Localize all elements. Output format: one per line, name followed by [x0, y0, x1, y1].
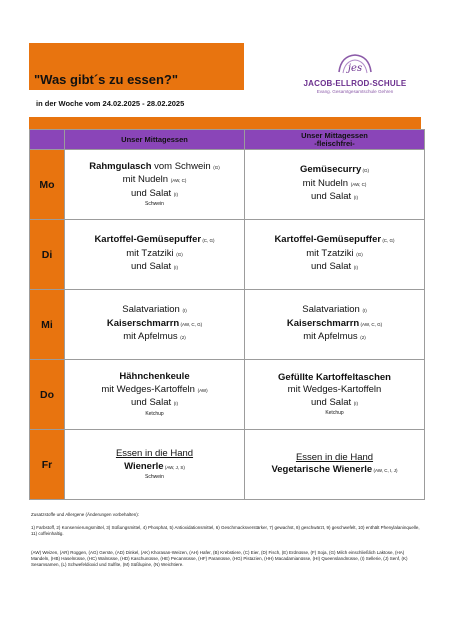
- menu-row-do: [30, 360, 425, 430]
- allergen-tag: (G): [176, 251, 183, 257]
- column-header-regular: Unser Mittagessen: [65, 130, 245, 150]
- dish-note: Ketchup: [325, 410, 344, 417]
- side-dish: und Salat: [130, 187, 174, 199]
- allergen-tag: (I): [353, 195, 359, 201]
- dish-category: Essen in die Hand: [115, 448, 194, 459]
- allergen-tag: (G): [361, 168, 369, 174]
- side-dish: und Salat: [130, 397, 174, 409]
- allergen-tag: (AW, C, G): [179, 321, 203, 327]
- school-logo: [290, 52, 420, 100]
- day-label-mo: Mo: [30, 150, 65, 220]
- footer-additives: 1) Farbstoff, 2) Konservierungsmittel, 3) Süßungsmittel, 4) Phosphat, 5) Antioxidationsmittel, 6) Geschmacksverstärker, 7) gewachst, 8) geschwärzt, 9) geschwefelt, 10) enthält Phenylalaninquelle, 11) coffeinhaltig.: [31, 525, 420, 537]
- side-dish: und Salat: [310, 396, 354, 408]
- dish-name: Wienerle: [124, 460, 164, 472]
- menu-cell-mo-vegetarian: [245, 150, 425, 220]
- logo-mark: jes: [347, 63, 363, 74]
- menu-row-mo: [30, 150, 425, 220]
- dish-name: Gemüsecurry: [299, 164, 362, 176]
- side-dish: und Salat: [310, 191, 354, 203]
- allergen-tag: (G): [213, 164, 220, 170]
- side-dish: mit Nudeln: [302, 177, 351, 189]
- dish-note: Schwein: [145, 201, 164, 208]
- allergen-tag: (2): [360, 335, 366, 341]
- menu-cell-mo-regular: [65, 150, 245, 220]
- allergen-tag: (C, G): [381, 238, 395, 244]
- dish-name: Gefüllte Kartoffeltaschen: [278, 371, 391, 383]
- menu-row-mi: [30, 290, 425, 360]
- allergen-tag: (I): [353, 400, 359, 406]
- footer-heading: Zusatzstoffe und Allergene (Änderungen vorbehalten):: [31, 512, 139, 517]
- orange-divider-bar: [29, 117, 421, 129]
- day-label-di: Di: [30, 220, 65, 290]
- week-range: in der Woche vom 24.02.2025 - 28.02.2025: [36, 99, 185, 108]
- side-dish: und Salat: [130, 261, 174, 273]
- starter: Salatvariation: [122, 304, 183, 316]
- allergen-tag: (G): [356, 251, 363, 257]
- menu-cell-do-regular: [65, 360, 245, 430]
- allergen-tag: (AW, C): [350, 181, 367, 187]
- dish-name: Kaiserschmarrn: [106, 317, 180, 329]
- dish-name: Kartoffel-Gemüsepuffer: [274, 234, 382, 246]
- logo-subtitle: Evang. Gesamtgesamtschule Gehren: [316, 89, 394, 94]
- allergen-tag: (I): [173, 191, 179, 197]
- dish-name: Kartoffel-Gemüsepuffer: [94, 234, 202, 246]
- menu-cell-do-vegetarian: [245, 360, 425, 430]
- day-label-mi: Mi: [30, 290, 65, 360]
- page-title: "Was gibt´s zu essen?": [34, 72, 179, 87]
- side-dish: mit Apfelmus: [123, 331, 181, 343]
- side-dish: und Salat: [310, 261, 354, 273]
- allergen-tag: (AW, J, S): [163, 464, 185, 470]
- dish-note: Schwein: [145, 474, 164, 480]
- allergen-tag: (AW, C): [170, 178, 187, 184]
- header-corner: [30, 130, 65, 150]
- column-header-vegetarian-line1: Unser Mittagessen: [301, 130, 368, 140]
- menu-header-row: [30, 130, 425, 150]
- allergen-tag: (2): [180, 335, 186, 341]
- allergen-tag: (AW, C, G): [359, 321, 383, 327]
- side-dish: mit Wedges-Kartoffeln: [101, 383, 198, 395]
- allergen-tag: (AW, C, I, J): [372, 468, 398, 473]
- dish-name: Kaiserschmarrn: [286, 317, 360, 329]
- dish-detail: vom Schwein: [151, 160, 214, 172]
- dish-name: Vegetarische Wienerle: [271, 464, 373, 475]
- school-logo-icon: [335, 52, 375, 78]
- day-label-do: Do: [30, 360, 65, 430]
- column-header-vegetarian: [245, 130, 425, 150]
- dish-category: Essen in die Hand: [295, 451, 374, 463]
- dish-name: Hähnchenkeule: [119, 371, 190, 383]
- menu-cell-fr-vegetarian: [245, 430, 425, 500]
- allergen-tag: (I): [362, 308, 367, 314]
- allergen-tag: (I): [182, 308, 187, 314]
- dish-note: Ketchup: [145, 410, 164, 417]
- side-dish: mit Wedges-Kartoffeln: [287, 384, 382, 396]
- allergen-tag: (AW): [197, 387, 208, 393]
- day-label-fr: Fr: [30, 430, 65, 500]
- menu-table: [29, 129, 425, 500]
- side-dish: mit Tzatziki: [306, 247, 357, 259]
- logo-name: JACOB-ELLROD-SCHULE: [303, 79, 407, 88]
- allergen-tag: (I): [173, 401, 179, 407]
- menu-cell-fr-regular: [65, 430, 245, 500]
- footer-allergens: (AW) Weizen, (AR) Roggen, (AG) Gerste, (AD) Dinkel, (AK) Khorasan-Weizen, (AH) Hafer, (B) Krebstiere, (C) Eier, (D) Fisch, (E) Erdnüsse, (F) Soja, (G) Milch einschließlich Laktose, (HA) Mandeln, (HB) Haselnüsse, (HC) Walnüsse, (HD) Kaschunüsse, (HE) Pecannüsse, (HF) Paranüsse, (HG) Pistazien, (HH) Macadamianüsse, (HI) Queenslandnüsse, (I) Sellerie, (J) Senf, (K) Sesamsamen, (L) Schwefeldioxid und Sulfite, (M) Süßlupine, (N) Weichtiere.: [31, 550, 408, 568]
- side-dish: mit Apfelmus: [303, 331, 361, 343]
- menu-cell-di-regular: [65, 220, 245, 290]
- menu-row-di: [30, 220, 425, 290]
- menu-cell-di-vegetarian: [245, 220, 425, 290]
- allergen-tag: (C, G): [201, 238, 215, 244]
- menu-cell-mi-vegetarian: [245, 290, 425, 360]
- side-dish: mit Nudeln: [122, 174, 171, 186]
- column-header-vegetarian-line2: -fleischfrei-: [314, 138, 355, 148]
- dish-name: Rahmgulasch: [89, 160, 152, 172]
- menu-row-fr: [30, 430, 425, 500]
- side-dish: mit Tzatziki: [126, 247, 177, 259]
- allergen-tag: (I): [173, 265, 179, 271]
- menu-cell-mi-regular: [65, 290, 245, 360]
- starter: Salatvariation: [302, 304, 363, 316]
- allergen-tag: (I): [353, 265, 359, 271]
